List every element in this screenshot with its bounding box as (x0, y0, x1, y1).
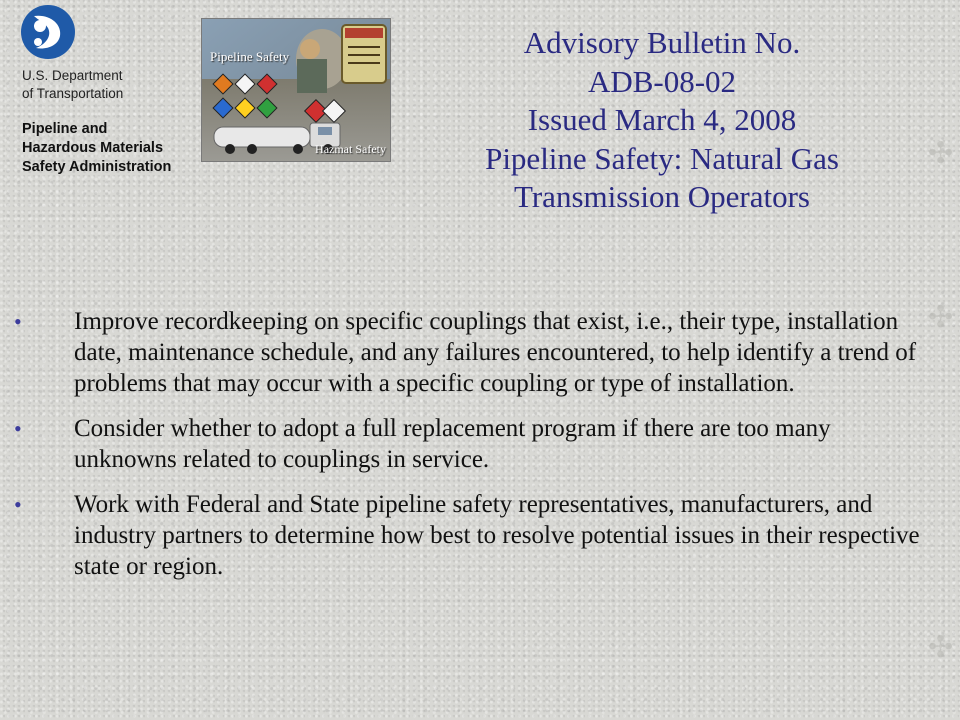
watermark-mark: ✣ (928, 300, 954, 335)
administration-name-line3: Safety Administration (22, 159, 172, 175)
title-line5: Transmission Operators (514, 179, 810, 214)
bullet-icon: • (14, 309, 22, 334)
list-item (14, 413, 924, 475)
agency-name-line2: of Transportation (22, 86, 124, 101)
list-item (14, 306, 924, 399)
dot-emblem-icon (20, 4, 76, 60)
administration-name (22, 120, 171, 177)
dot-phmsa-logo (18, 2, 218, 182)
bulletin-title (438, 24, 886, 217)
title-line2: ADB-08-02 (587, 63, 737, 99)
collage-caption-hazmat: Hazmat Safety (315, 142, 386, 156)
list-item (14, 489, 924, 582)
administration-name-line1: Pipeline and (22, 121, 108, 137)
bullet-icon: • (14, 416, 22, 441)
list-item-text: Improve recordkeeping on specific couplings that exist, i.e., their type, installation date, maintenance schedule, and any failures encountered, to help identify a trend of problems that may occur with a specific coupling or type of installation. (74, 308, 917, 397)
title-line4: Pipeline Safety: Natural Gas (485, 140, 839, 176)
watermark-mark: ✣ (928, 630, 954, 665)
collage-caption-pipeline: Pipeline Safety (210, 49, 290, 64)
administration-name-line2: Hazardous Materials (22, 140, 164, 156)
title-line1: Advisory Bulletin No. (523, 25, 801, 60)
title-line3: Issued March 4, 2008 (527, 102, 797, 137)
agency-name-line1: U.S. Department (22, 68, 123, 83)
pipeline-hazmat-collage-image (201, 18, 391, 162)
recommendation-list (0, 306, 960, 596)
list-item-text: Consider whether to adopt a full replacement program if there are too many unknowns related to couplings in service. (74, 415, 831, 473)
watermark-mark: ✣ (928, 136, 954, 171)
bullet-icon: • (14, 492, 22, 517)
list-item-text: Work with Federal and State pipeline safety representatives, manufacturers, and industry partners to determine how best to resolve potential issues in their respective state or region. (74, 491, 920, 580)
collage-artwork (202, 19, 390, 161)
